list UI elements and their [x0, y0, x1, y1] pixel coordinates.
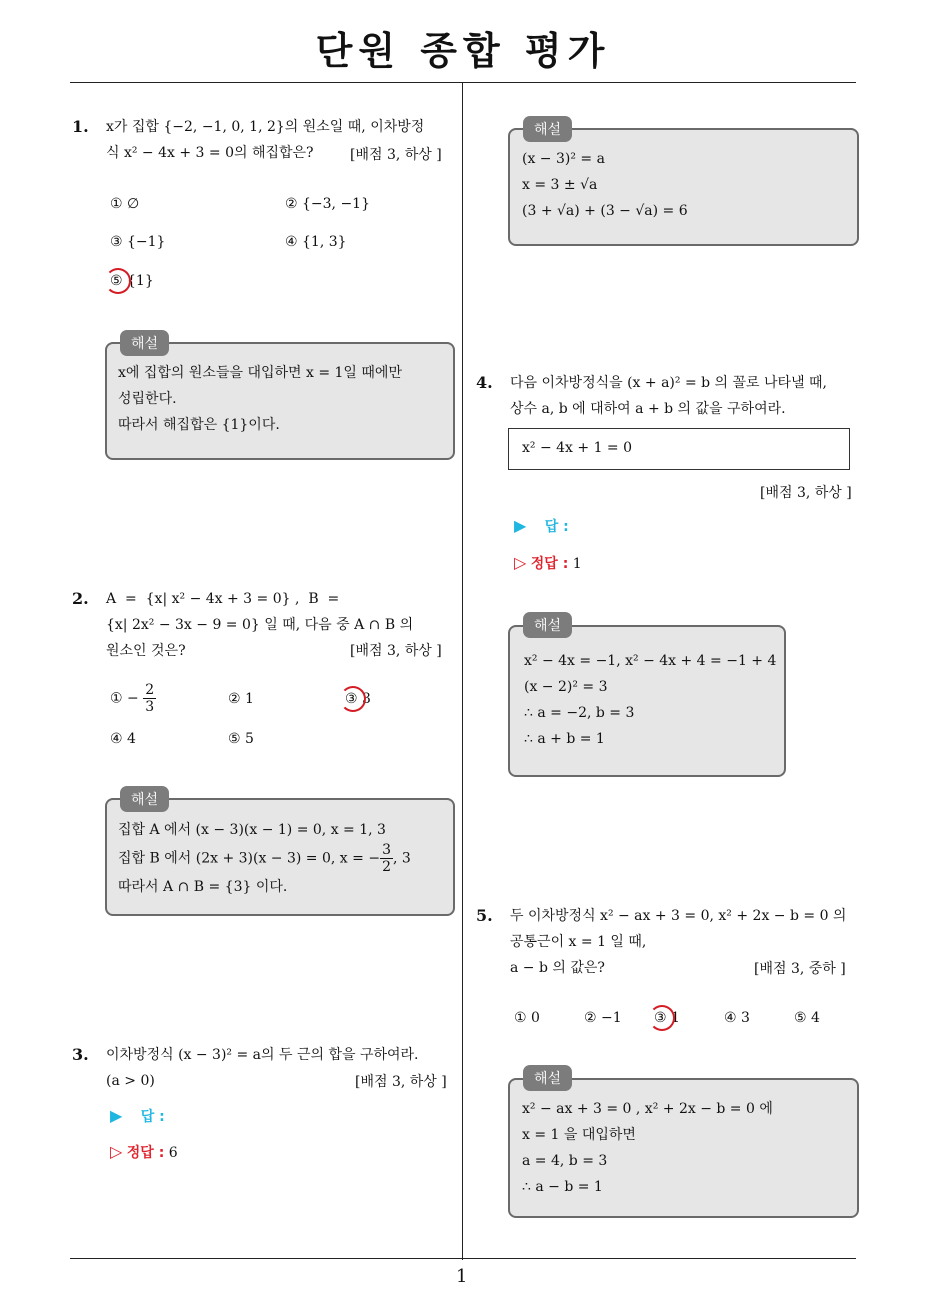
question-3-number: 3. — [72, 1045, 89, 1064]
correct-label: 정답 : — [530, 556, 569, 572]
question-2-meta: [배점 3, 하상 ] — [350, 643, 442, 659]
page-title: 단원 종합 평가 — [315, 29, 611, 73]
page-number: 1 — [456, 1266, 468, 1287]
question-4-text — [510, 370, 860, 422]
option-1-sign: ① − — [110, 690, 139, 707]
answer-arrow-icon: ▶ — [514, 516, 527, 535]
question-2-option-2[interactable]: ② 1 — [228, 691, 254, 707]
explanation-line: 집합 A 에서 (x − 3)(x − 1) = 0, x = 1, 3 — [118, 822, 386, 838]
explanation-line: x = 3 ± √a — [522, 177, 598, 193]
fraction — [380, 842, 393, 875]
fraction — [143, 682, 156, 715]
question-5-option-2[interactable]: ② −1 — [584, 1010, 622, 1026]
question-1-line-2: 식 x² − 4x + 3 = 0의 해집합은? — [106, 145, 314, 161]
question-5-option-5[interactable]: ⑤ 4 — [794, 1010, 820, 1026]
fraction-denominator: 3 — [145, 699, 155, 715]
question-5-option-1[interactable]: ① 0 — [514, 1010, 540, 1026]
answer-circle-mark — [105, 268, 131, 294]
explanation-line: ∴ a − b = 1 — [522, 1179, 603, 1195]
question-4-answer-line[interactable] — [514, 516, 569, 536]
question-3-line-2: (a > 0) — [106, 1073, 155, 1089]
explanation-line: x² − 4x = −1, x² − 4x + 4 = −1 + 4 — [524, 653, 777, 669]
fraction-numerator: 2 — [145, 682, 155, 698]
question-1-option-2[interactable]: ② {−3, −1} — [285, 196, 370, 212]
question-1-explanation-tab: 해설 — [120, 330, 169, 356]
question-4-line-2: 상수 a, b 에 대하여 a + b 의 값을 구하여라. — [510, 401, 786, 417]
explanation-line: a = 4, b = 3 — [522, 1153, 608, 1169]
question-5-explanation-text — [522, 1096, 852, 1200]
question-5-line-2: 공통근이 x = 1 일 때, — [510, 934, 647, 950]
question-4-correct-answer — [514, 553, 582, 573]
answer-label: 답 : — [544, 519, 569, 535]
question-3-explanation-text — [522, 146, 852, 224]
correct-label: 정답 : — [126, 1145, 165, 1161]
question-2-line-3: 원소인 것은? — [106, 643, 186, 659]
explanation-line — [118, 842, 448, 875]
explanation-line: (x − 2)² = 3 — [524, 679, 608, 695]
question-4-given-equation: x² − 4x + 1 = 0 — [522, 440, 633, 456]
explanation-line: x = 1 을 대입하면 — [522, 1127, 636, 1143]
question-3-meta: [배점 3, 하상 ] — [355, 1074, 447, 1090]
answer-circle-mark — [649, 1005, 675, 1031]
question-2-option-5[interactable]: ⑤ 5 — [228, 731, 254, 747]
question-4-number: 4. — [476, 373, 493, 392]
question-1-explanation-text — [118, 360, 448, 438]
question-5-explanation-tab: 해설 — [523, 1065, 572, 1091]
explanation-line: 따라서 A ∩ B = {3} 이다. — [118, 879, 288, 895]
explanation-line: 따라서 해집합은 {1}이다. — [118, 417, 280, 433]
header-rule — [70, 82, 856, 83]
question-1-meta: [배점 3, 하상 ] — [350, 147, 442, 163]
explanation-line: (x − 3)² = a — [522, 151, 605, 167]
question-2-option-1[interactable] — [110, 682, 156, 715]
question-2-line-1: A = {x| x² − 4x + 3 = 0} , B = — [106, 591, 340, 607]
fraction-numerator: 3 — [382, 842, 391, 858]
question-1-option-4[interactable]: ④ {1, 3} — [285, 234, 347, 250]
question-5-meta: [배점 3, 중하 ] — [754, 961, 846, 977]
column-divider — [462, 82, 463, 1260]
explanation-line: ∴ a + b = 1 — [524, 731, 605, 747]
question-5-line-3: a − b 의 값은? — [510, 960, 605, 976]
question-4-line-1: 다음 이차방정식을 (x + a)² = b 의 꼴로 나타낼 때, — [510, 375, 828, 391]
question-4-explanation-text — [524, 648, 784, 752]
question-1-option-1[interactable]: ① ∅ — [110, 196, 140, 212]
explanation-line: x² − ax + 3 = 0 , x² + 2x − b = 0 에 — [522, 1101, 773, 1117]
question-5-number: 5. — [476, 906, 493, 925]
question-4-explanation-tab: 해설 — [523, 612, 572, 638]
explanation-line: (3 + √a) + (3 − √a) = 6 — [522, 203, 688, 219]
question-1-option-3[interactable]: ③ {−1} — [110, 234, 166, 250]
question-2-option-4[interactable]: ④ 4 — [110, 731, 136, 747]
question-3-line-1: 이차방정식 (x − 3)² = a의 두 근의 합을 구하여라. — [106, 1047, 419, 1063]
explanation-part: , 3 — [392, 850, 411, 867]
question-1-number: 1. — [72, 117, 89, 136]
question-2-option-3[interactable]: ③ 3 — [345, 691, 371, 707]
explanation-line: 성립한다. — [118, 391, 177, 407]
question-1-option-5[interactable]: ⑤ {1} — [110, 273, 154, 289]
question-3-correct-answer — [110, 1142, 178, 1162]
explanation-line: x에 집합의 원소들을 대입하면 x = 1일 때에만 — [118, 365, 402, 381]
answer-label: 답 : — [140, 1109, 165, 1125]
answer-circle-mark — [340, 686, 366, 712]
footer-rule — [70, 1258, 856, 1259]
fraction-denominator: 2 — [382, 859, 391, 875]
question-4-meta: [배점 3, 하상 ] — [760, 485, 852, 501]
question-2-explanation-text — [118, 818, 448, 899]
correct-arrow-icon: ▷ — [110, 1142, 123, 1161]
question-3-answer-line[interactable] — [110, 1106, 165, 1126]
explanation-part: 집합 B 에서 (2x + 3)(x − 3) = 0, x = − — [118, 850, 381, 867]
correct-arrow-icon: ▷ — [514, 553, 527, 572]
question-1-line-1: x가 집합 {−2, −1, 0, 1, 2}의 원소일 때, 이차방정 — [106, 119, 425, 135]
question-2-number: 2. — [72, 589, 89, 608]
question-3-explanation-tab: 해설 — [523, 116, 572, 142]
correct-value: 1 — [572, 556, 582, 572]
question-5-option-3[interactable]: ③ 1 — [654, 1010, 680, 1026]
question-2-line-2: {x| 2x² − 3x − 9 = 0} 일 때, 다음 중 A ∩ B 의 — [106, 617, 414, 633]
question-5-line-1: 두 이차방정식 x² − ax + 3 = 0, x² + 2x − b = 0 의 — [510, 908, 847, 924]
explanation-line: ∴ a = −2, b = 3 — [524, 705, 635, 721]
correct-value: 6 — [168, 1145, 178, 1161]
answer-arrow-icon: ▶ — [110, 1106, 123, 1125]
question-2-explanation-tab: 해설 — [120, 786, 169, 812]
question-5-option-4[interactable]: ④ 3 — [724, 1010, 750, 1026]
